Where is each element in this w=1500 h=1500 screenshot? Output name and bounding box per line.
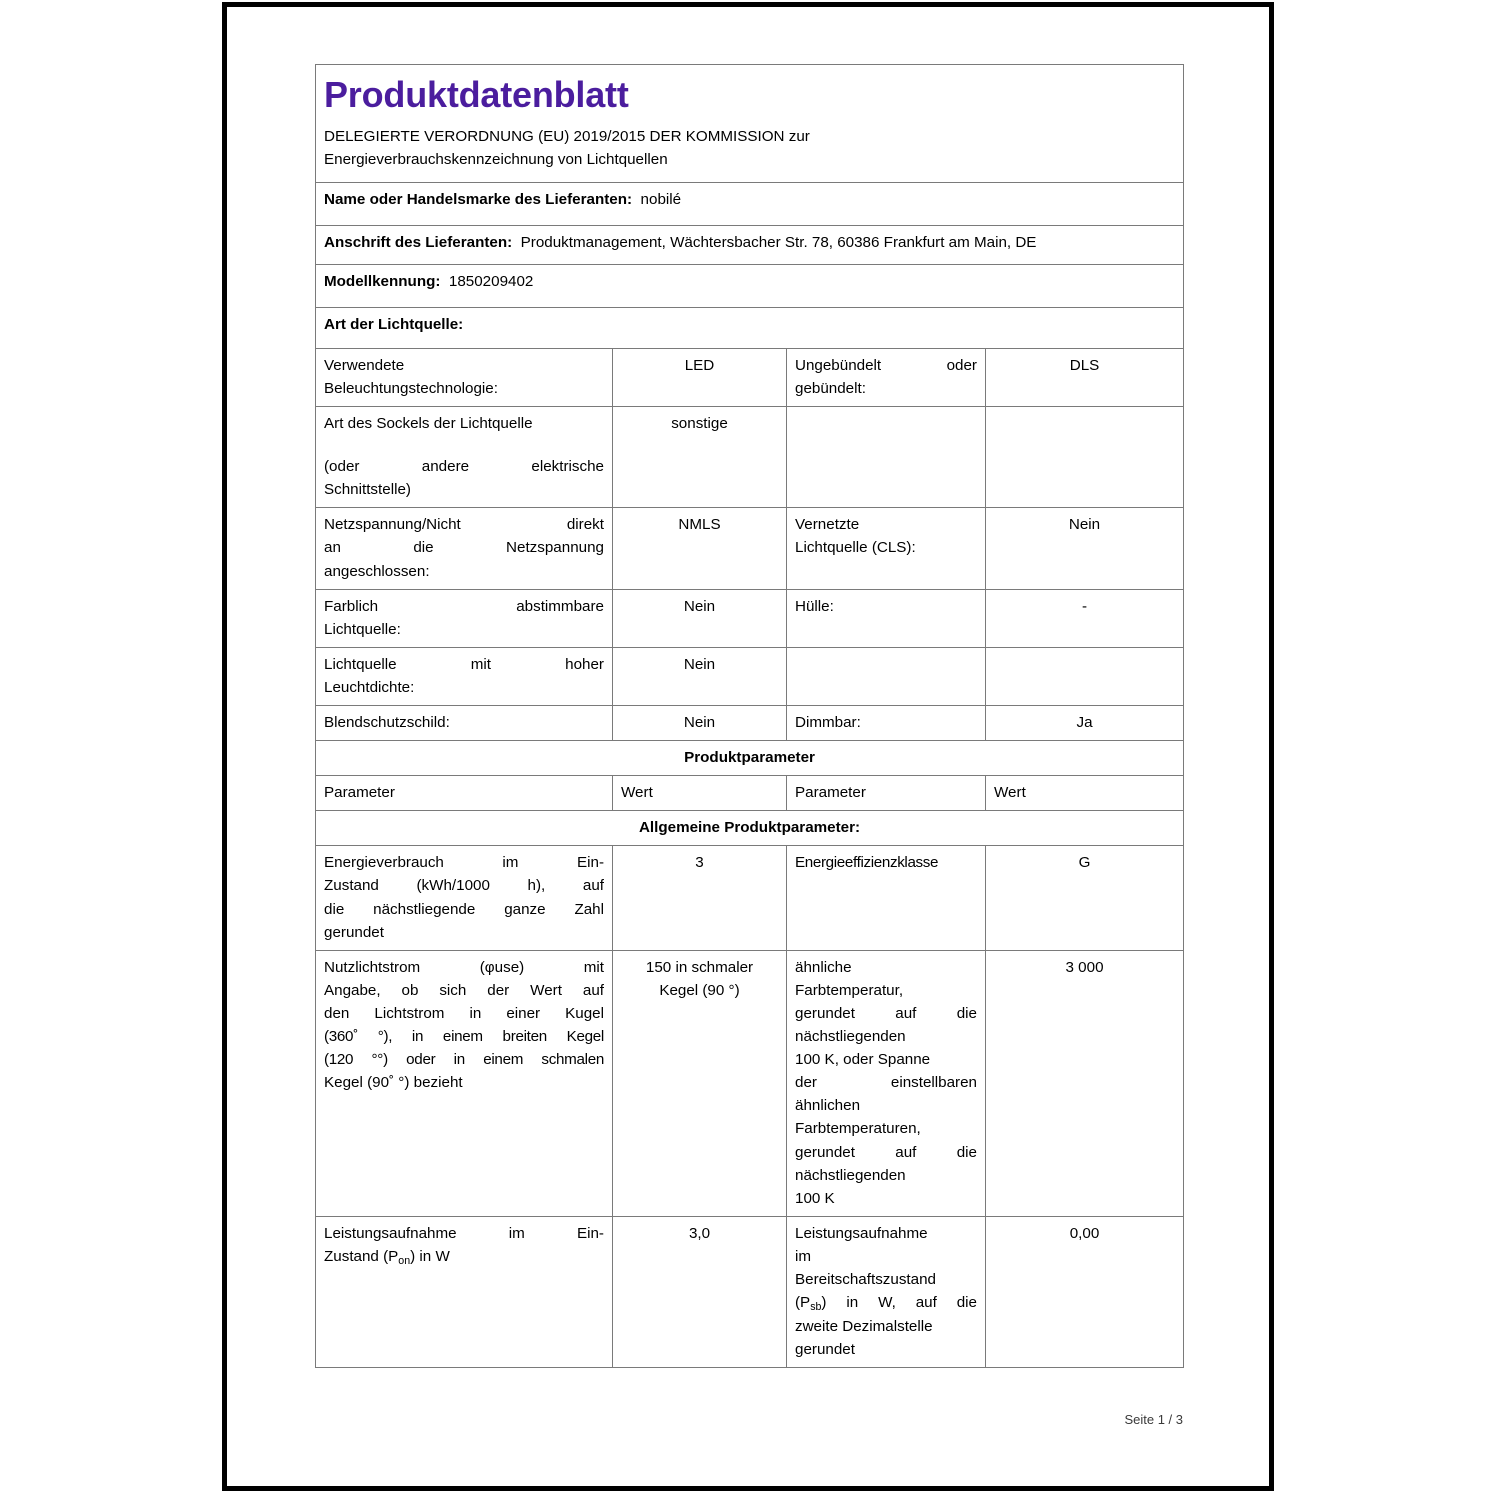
value-line: 150 in schmaler (645, 958, 754, 976)
cell-high-luminance-empty-label (787, 647, 986, 705)
value-line: Kegel (90 °) (659, 981, 740, 999)
table-row-supplier-address (316, 225, 1184, 264)
table-row-socket (316, 407, 1184, 508)
label-line: Beleuchtungstechnologie: (324, 379, 498, 397)
cell-dimmable-value: Ja (986, 706, 1184, 741)
pon-text: Zustand (P (324, 1247, 399, 1265)
label-line: 100 K (795, 1189, 835, 1207)
table-row-title (316, 65, 1184, 183)
label-line: die nächstliegende ganze Zahl (324, 900, 604, 918)
cell-mains-value: NMLS (613, 508, 787, 589)
label-line: ähnliche (795, 958, 852, 976)
table-row-luminous-flux (316, 950, 1184, 1216)
table-row-energy-consumption (316, 846, 1184, 950)
page-title: Produktdatenblatt (324, 74, 629, 115)
label-line-psb (795, 1291, 977, 1315)
psb-subscript: sb (810, 1300, 822, 1313)
cell-cls-value: Nein (986, 508, 1184, 589)
model-value: 1850209402 (448, 272, 534, 290)
label-line: zweite Dezimalstelle (795, 1318, 933, 1335)
label-line: nächstliegenden (795, 1028, 906, 1046)
pon-subscript: on (398, 1254, 411, 1267)
product-datasheet-table (315, 64, 1184, 1368)
label-line: Angabe, ob sich der Wert auf (324, 981, 604, 999)
table-row-power-consumption (316, 1216, 1184, 1367)
label-line: gerundet auf die (795, 1004, 977, 1022)
regulation-line-1: DELEGIERTE VERORDNUNG (EU) 2019/2015 DER KOMMISSION zur (324, 128, 810, 146)
regulation-line-2: Energieverbrauchskennzeichnung von Lichtquellen (324, 151, 668, 169)
label-line-pon (324, 1245, 604, 1269)
supplier-name-cell (316, 182, 1184, 225)
cell-high-luminance-empty-value (986, 647, 1184, 705)
lightsource-heading-cell (316, 307, 1184, 348)
label-line: Vernetzte (795, 516, 860, 534)
label-line: Zustand (kWh/1000 h), auf (324, 877, 604, 895)
label-line: nächstliegenden (795, 1166, 906, 1184)
label-line: Lichtquelle mit hoher (324, 655, 604, 673)
cell-energy-consumption-label (316, 846, 613, 950)
lightsource-heading: Art der Lichtquelle: (324, 315, 464, 333)
cell-technology-value: LED (613, 348, 787, 406)
cell-power-on-label (316, 1216, 613, 1367)
cell-socket-empty-label (787, 407, 986, 508)
general-parameters-heading: Allgemeine Produktparameter: (316, 811, 1184, 846)
table-row-technology (316, 348, 1184, 406)
label-line: gerundet (324, 923, 384, 941)
label-line: Hülle: (795, 597, 834, 615)
table-row-general-parameters-heading (316, 811, 1184, 846)
label-line: Lichtquelle: (324, 620, 401, 638)
cell-bundled-label (787, 348, 986, 406)
label-line: Leistungsaufnahme im Ein- (324, 1224, 604, 1242)
label-line: Leistungsaufnahme (795, 1224, 928, 1242)
cell-mains-label (316, 508, 613, 589)
supplier-name-label: Name oder Handelsmarke des Lieferanten: (324, 190, 633, 208)
cell-tunable-value: Nein (613, 589, 787, 647)
label-line: (120 °°) oder in einem schmalen (324, 1051, 604, 1069)
label-line: Nutzlichtstrom (φuse) mit (324, 958, 604, 976)
cell-energy-class-value: G (986, 846, 1184, 950)
column-header-parameter-2: Parameter (787, 776, 986, 811)
psb-suffix: ) in W, auf die (821, 1294, 977, 1312)
column-header-parameter-1: Parameter (316, 776, 613, 811)
label-line: (360˚ °), in einem breiten Kegel (324, 1028, 604, 1046)
label-line: Farblich abstimmbare (324, 597, 604, 615)
productparameter-heading: Produktparameter (316, 741, 1184, 776)
table-row-model (316, 264, 1184, 307)
psb-prefix: (P (795, 1294, 811, 1312)
supplier-name-value: nobilé (640, 190, 682, 208)
cell-power-standby-label (787, 1216, 986, 1367)
cell-high-luminance-label (316, 647, 613, 705)
cell-high-luminance-value: Nein (613, 647, 787, 705)
cell-energy-consumption-value: 3 (613, 846, 787, 950)
cell-glare-shield-value: Nein (613, 706, 787, 741)
title-cell (316, 65, 1184, 183)
document-page (222, 2, 1274, 1491)
table-row-column-headers (316, 776, 1184, 811)
cell-bundled-value: DLS (986, 348, 1184, 406)
cell-socket-label (316, 407, 613, 508)
cell-power-on-value: 3,0 (613, 1216, 787, 1367)
table-row-productparameter-heading (316, 741, 1184, 776)
label-line: (oder andere elektrische (324, 458, 604, 476)
label-line: Schnittstelle) (324, 481, 411, 499)
label-line: 100 K, oder Spanne (795, 1051, 931, 1069)
cell-envelope-label (787, 589, 986, 647)
cell-dimmable-label (787, 706, 986, 741)
label-line: der einstellbaren (795, 1074, 977, 1092)
cell-technology-label (316, 348, 613, 406)
table-row-glare-shield (316, 706, 1184, 741)
label-line: Farbtemperatur, (795, 981, 904, 999)
label-line: Verwendete (324, 356, 405, 374)
label-line: gerundet (795, 1341, 855, 1359)
cell-color-temperature-label (787, 950, 986, 1216)
pon-suffix: ) in W (410, 1247, 450, 1265)
label-line: Ungebündelt oder (795, 356, 977, 374)
table-row-mains (316, 508, 1184, 589)
page-content (315, 64, 1187, 1454)
supplier-address-cell (316, 225, 1184, 264)
cell-tunable-label (316, 589, 613, 647)
label-line: Kegel (90˚ °) bezieht (324, 1074, 463, 1092)
table-row-lightsource-heading (316, 307, 1184, 348)
label-line: Dimmbar: (795, 714, 861, 731)
supplier-address-label: Anschrift des Lieferanten: (324, 233, 513, 251)
label-line: im (795, 1247, 812, 1265)
model-cell (316, 264, 1184, 307)
label-line: Art des Sockels der Lichtquelle (324, 415, 533, 433)
cell-socket-empty-value (986, 407, 1184, 508)
cell-cls-label (787, 508, 986, 589)
column-header-wert-1: Wert (613, 776, 787, 811)
cell-energy-class-label (787, 846, 986, 950)
column-header-wert-2: Wert (986, 776, 1184, 811)
cell-power-standby-value: 0,00 (986, 1216, 1184, 1367)
label-line: Leuchtdichte: (324, 678, 415, 696)
cell-glare-shield-label (316, 706, 613, 741)
model-label: Modellkennung: (324, 272, 441, 290)
label-line: den Lichtstrom in einer Kugel (324, 1004, 604, 1022)
page-footer: Seite 1 / 3 (1124, 1412, 1183, 1427)
label-line: gerundet auf die (795, 1143, 977, 1161)
label-line: angeschlossen: (324, 562, 430, 580)
cell-luminous-flux-label (316, 950, 613, 1216)
label-line: an die Netzspannung (324, 539, 604, 557)
cell-luminous-flux-value (613, 950, 787, 1216)
supplier-address-value: Produktmanagement, Wächtersbacher Str. 78, 60386 Frankfurt am Main, DE (520, 233, 1037, 251)
label-line: Blendschutzschild: (324, 714, 450, 731)
label-line: Lichtquelle (CLS): (795, 539, 916, 557)
label-line: gebündelt: (795, 379, 866, 397)
label-line: Netzspannung/Nicht direkt (324, 516, 604, 534)
table-row-supplier-name (316, 182, 1184, 225)
table-row-tunable (316, 589, 1184, 647)
label-line: Farbtemperaturen, (795, 1120, 921, 1138)
label-line: Bereitschaftszustand (795, 1270, 936, 1288)
label-line: Energieverbrauch im Ein- (324, 854, 604, 872)
cell-color-temperature-value: 3 000 (986, 950, 1184, 1216)
cell-socket-value: sonstige (613, 407, 787, 508)
label-line: Energieeffizienzklasse (795, 854, 939, 872)
label-line: ähnlichen (795, 1097, 861, 1115)
cell-envelope-value: - (986, 589, 1184, 647)
table-row-high-luminance (316, 647, 1184, 705)
